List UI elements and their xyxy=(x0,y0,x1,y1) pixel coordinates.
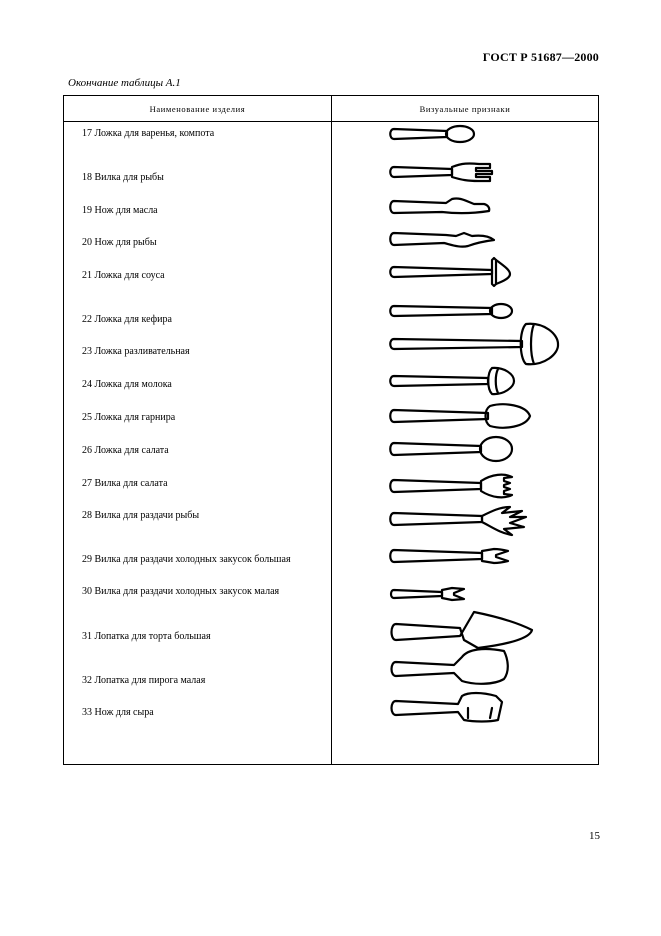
utensil-table xyxy=(63,95,599,765)
item-name: 26 Ложка для салата xyxy=(82,445,169,456)
item-name: 21 Ложка для соуса xyxy=(82,270,165,281)
salad-spoon-icon xyxy=(390,437,512,461)
butter-knife-icon xyxy=(390,198,489,213)
item-name: 19 Нож для масла xyxy=(82,205,158,216)
kefir-spoon-icon xyxy=(390,304,512,318)
table-caption: Окончание таблицы А.1 xyxy=(68,77,181,89)
item-name: 30 Вилка для раздачи холодных закусок малая xyxy=(82,586,280,597)
item-name: 22 Ложка для кефира xyxy=(82,314,172,325)
ladle-icon xyxy=(390,324,558,364)
item-name: 23 Ложка разливательная xyxy=(82,346,190,357)
fish-serving-fork-icon xyxy=(390,507,526,535)
item-name: 17 Ложка для варенья, компота xyxy=(82,128,215,139)
utensil-drawings xyxy=(64,96,598,764)
fish-fork-icon xyxy=(390,163,492,181)
item-name: 33 Нож для сыра xyxy=(82,707,154,718)
column-header-name: Наименование изделия xyxy=(149,104,246,114)
item-name: 27 Вилка для салата xyxy=(82,478,168,489)
item-name: 20 Нож для рыбы xyxy=(82,237,157,248)
large-appetizer-fork-icon xyxy=(390,549,508,563)
item-name: 31 Лопатка для торта большая xyxy=(82,631,211,642)
fish-knife-icon xyxy=(390,233,494,247)
item-name: 32 Лопатка для пирога малая xyxy=(82,675,206,686)
page-number: 15 xyxy=(589,830,600,842)
milk-spoon-icon xyxy=(390,368,514,394)
jam-spoon-icon xyxy=(390,126,474,142)
sauce-spoon-icon xyxy=(390,258,510,286)
item-name: 28 Вилка для раздачи рыбы xyxy=(82,510,200,521)
small-appetizer-fork-icon xyxy=(391,588,464,600)
item-name: 24 Ложка для молока xyxy=(82,379,172,390)
cheese-knife-icon xyxy=(392,693,503,722)
item-name: 29 Вилка для раздачи холодных закусок большая xyxy=(82,554,291,565)
item-name: 18 Вилка для рыбы xyxy=(82,172,164,183)
column-header-visual: Визуальные признаки xyxy=(419,104,511,114)
salad-fork-icon xyxy=(390,475,512,498)
large-cake-server-icon xyxy=(392,612,533,648)
standard-code: ГОСТ Р 51687—2000 xyxy=(482,50,599,64)
small-pie-server-icon xyxy=(392,649,508,684)
item-name: 25 Ложка для гарнира xyxy=(82,412,176,423)
garnish-spoon-icon xyxy=(390,404,530,427)
